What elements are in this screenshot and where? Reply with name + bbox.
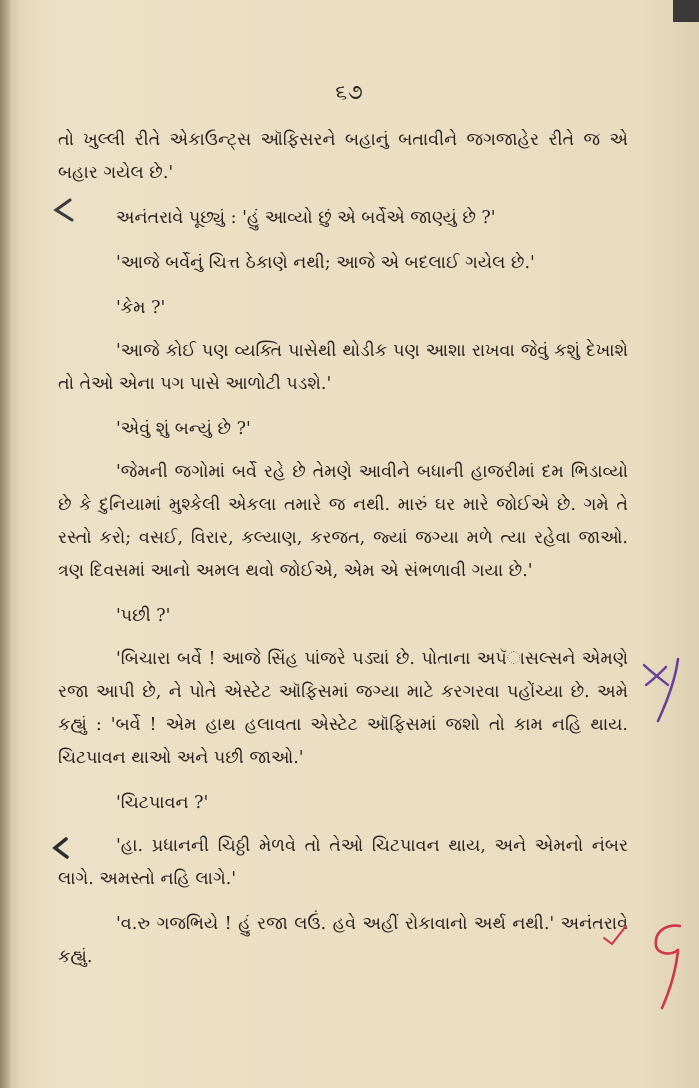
pencil-tick-mark [52, 198, 74, 222]
paragraph: 'આજે બર્વેનું ચિત્ત ઠેકાણે નથી; આજે એ બદલાઈ ગયેલ છે.' [116, 253, 535, 273]
scan-corner [673, 0, 699, 22]
paragraph: 'વ.રુ ગજભિયે ! હું રજા લઉં. હવે અહીં રોકાવાનો અર્થ નથી.' અનંતરાવે કહ્યું. [58, 914, 628, 967]
pencil-dot-mark [50, 836, 72, 860]
paragraph: 'જેમની જગોમાં બર્વે રહે છે તેમણે આવીને બધાની હાજરીમાં દમ ભિડાવ્યો છે કે દુનિયામાં મુશ્કેલી એકલા તમારે જ નથી. મારું ઘર મારે જોઈએ છે. ગમે તે રસ્તો કરો; વસઈ, વિરાર, કલ્યાણ, કરજત, જ્યાં જગ્યા મળે ત્યા રહેવા જાઓ. ત્રણ દિવસમાં આનો અમલ થવો જોઈએ, એમ એ સંભળાવી ગયા છે.' [58, 462, 628, 581]
page-number: ૬૭ [335, 80, 364, 104]
body-text [58, 124, 628, 986]
paragraph: 'આજે કોઈ પણ વ્યક્તિ પાસેથી થોડીક પણ આશા રાખવા જેવું કશું દેખાશે તો તેઓ એના પગ પાસે આળોટી પડશે.' [58, 341, 628, 394]
paragraph: અનંતરાવે પૂછ્યું : 'હું આવ્યો છું એ બર્વેએ જાણ્યું છે ?' [116, 208, 496, 228]
paragraph: 'પછી ?' [116, 606, 171, 626]
purple-handwritten-annotation [640, 655, 686, 727]
paragraph: 'એવું શું બન્યું છે ?' [116, 419, 251, 439]
paragraph: 'બિચારા બર્વે ! આજે સિંહ પાંજરે પડ્યાં છે. પોતાના અપૅાસલ્સને એમણે રજા આપી છે, ને પોતે એસ્ટેટ ઑફિસમાં જગ્યા માટે કરગરવા પહોંચ્યા છે. અમે કહ્યું : 'બર્વે ! એમ હાથ હલાવતા એસ્ટેટ ઑફિસમાં જશો તો કામ નહિ થાય. ચિટપાવન થાઓ અને પછી જાઓ.' [58, 649, 628, 768]
red-handwritten-annotation [646, 920, 686, 1012]
paragraph: તો ખુલ્લી રીતે એકાઉન્ટ્સ ઑફિસરને બહાનું બતાવીને જગજાહેર રીતે જ એ બહાર ગયેલ છે.' [58, 130, 628, 183]
paragraph: 'ચિટપાવન ?' [116, 793, 209, 813]
paragraph: 'કેમ ?' [116, 298, 166, 318]
paragraph: 'હા. પ્રધાનની ચિઠ્ઠી મેળવે તો તેઓ ચિટપાવન થાય, અને એમનો નંબર લાગે. અમસ્તો નહિ લાગે.' [58, 836, 628, 889]
page-spine [0, 0, 10, 1088]
